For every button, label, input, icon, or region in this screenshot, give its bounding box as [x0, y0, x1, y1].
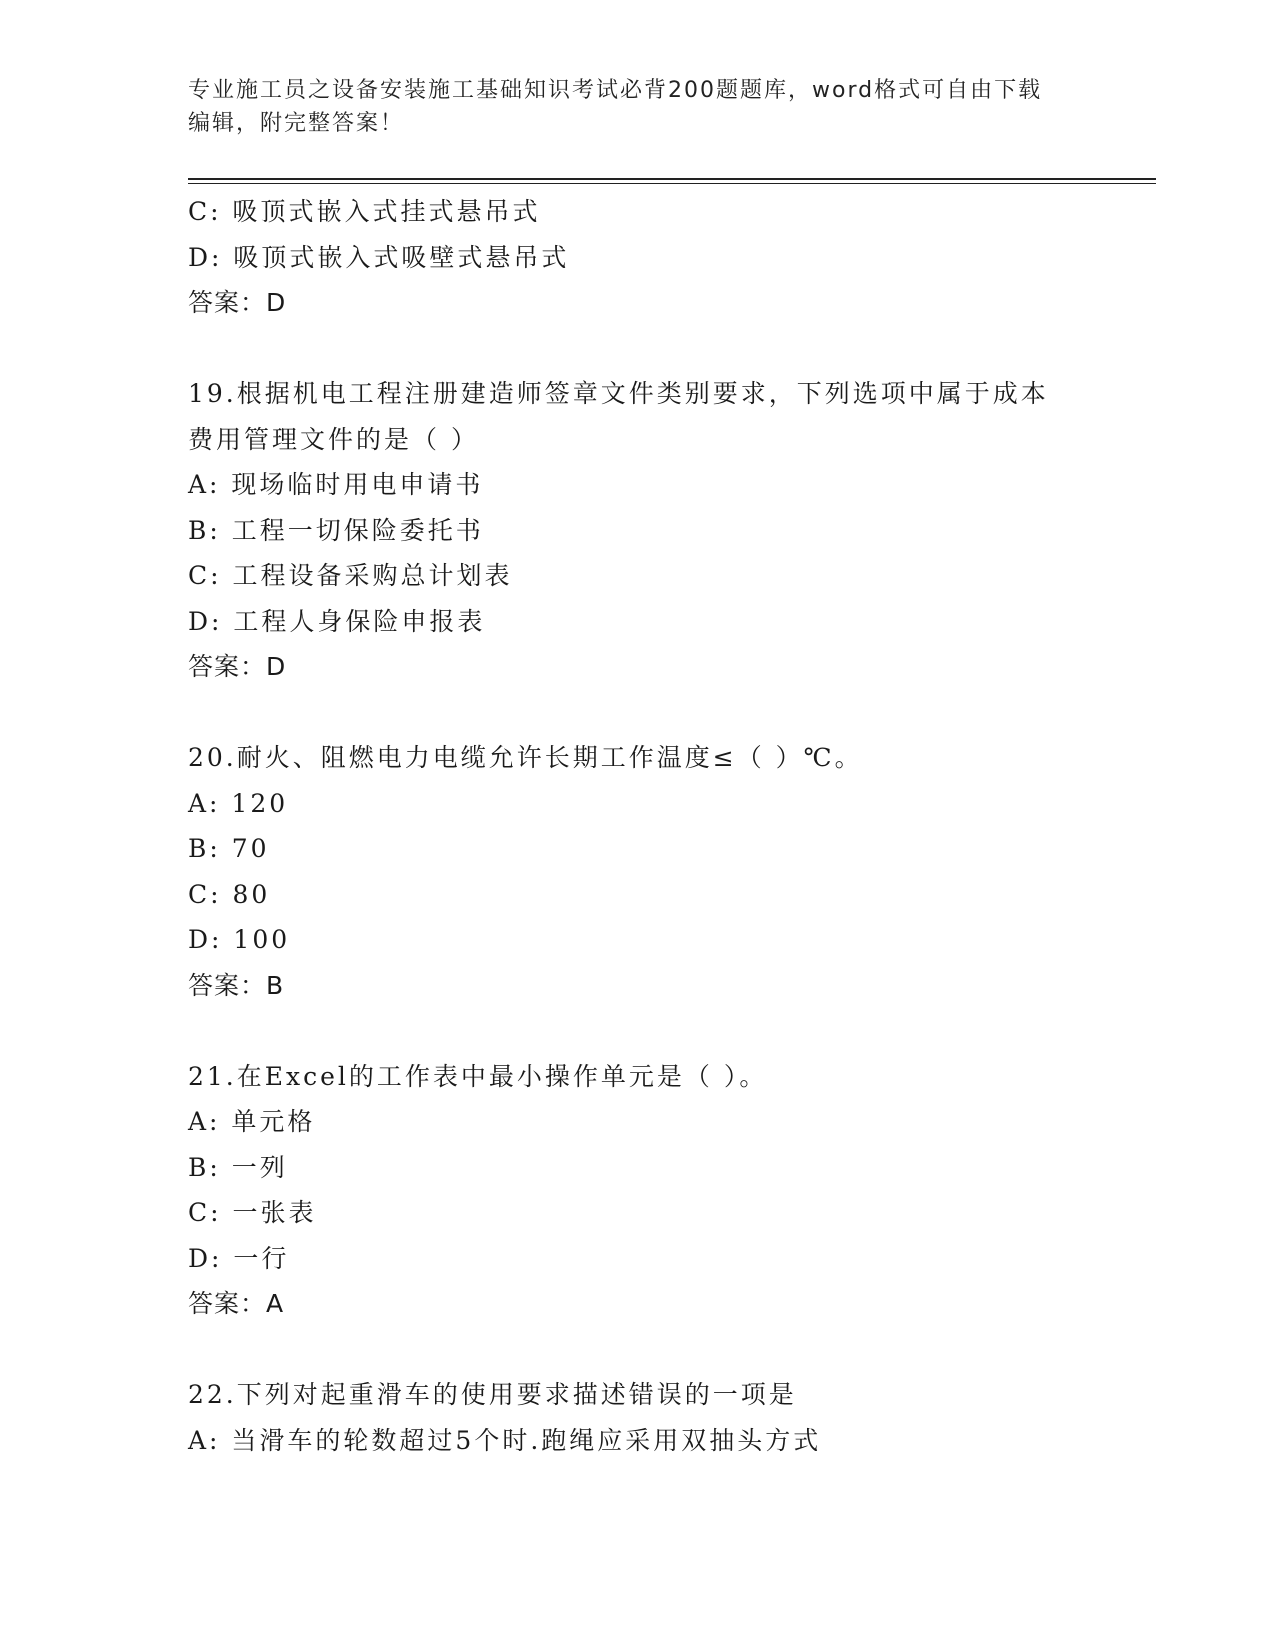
header-line-1: 专业施工员之设备安装施工基础知识考试必背200题题库，word格式可自由下载	[188, 78, 1043, 103]
spacer	[188, 690, 1108, 736]
option-d: D: 100	[188, 925, 291, 954]
question-stem-continued: 费用管理文件的是（ ）	[188, 424, 479, 454]
question-stem: 19.根据机电工程注册建造师签章文件类别要求，下列选项中属于成本	[188, 379, 1049, 408]
option-a: A: 120	[188, 788, 289, 818]
answer-line: 答案：B	[188, 970, 285, 1000]
option-d: D: 工程人身保险申报表	[188, 606, 486, 636]
option-c: C: 一张表	[188, 1198, 317, 1227]
spacer	[188, 326, 1108, 372]
spacer	[188, 1327, 1108, 1373]
option-b: B: 工程一切保险委托书	[188, 515, 484, 545]
option-d: D: 吸顶式嵌入式吸壁式悬吊式	[188, 242, 570, 272]
option-a: A: 现场临时用电申请书	[188, 470, 484, 499]
option-a: A: 当滑车的轮数超过5个时.跑绳应采用双抽头方式	[188, 1425, 822, 1455]
header-divider-thin	[188, 183, 1156, 184]
document-body	[188, 189, 1108, 1463]
option-c: C: 80	[188, 879, 271, 909]
document-header	[188, 74, 1088, 140]
answer-line: 答案：D	[188, 288, 287, 317]
question-stem: 22.下列对起重滑车的使用要求描述错误的一项是	[188, 1380, 797, 1409]
header-divider-thick	[188, 178, 1156, 180]
header-line-2: 编辑，附完整答案！	[188, 111, 405, 136]
option-c: C: 工程设备采购总计划表	[188, 561, 513, 590]
question-stem: 20.耐火、阻燃电力电缆允许长期工作温度≤（ ）℃。	[188, 743, 863, 772]
option-b: B: 70	[188, 834, 270, 863]
answer-line: 答案：A	[188, 1289, 285, 1318]
answer-line: 答案：D	[188, 652, 287, 681]
question-19	[188, 371, 1108, 690]
question-22	[188, 1372, 1108, 1463]
question-21	[188, 1054, 1108, 1327]
option-c: C: 吸顶式嵌入式挂式悬吊式	[188, 197, 541, 226]
question-stem: 21.在Excel的工作表中最小操作单元是（ ）。	[188, 1061, 768, 1091]
option-b: B: 一列	[188, 1152, 288, 1182]
option-d: D: 一行	[188, 1243, 290, 1273]
prev-question	[188, 189, 1108, 326]
question-20	[188, 735, 1108, 1008]
option-a: A: 单元格	[188, 1107, 316, 1136]
spacer	[188, 1008, 1108, 1054]
